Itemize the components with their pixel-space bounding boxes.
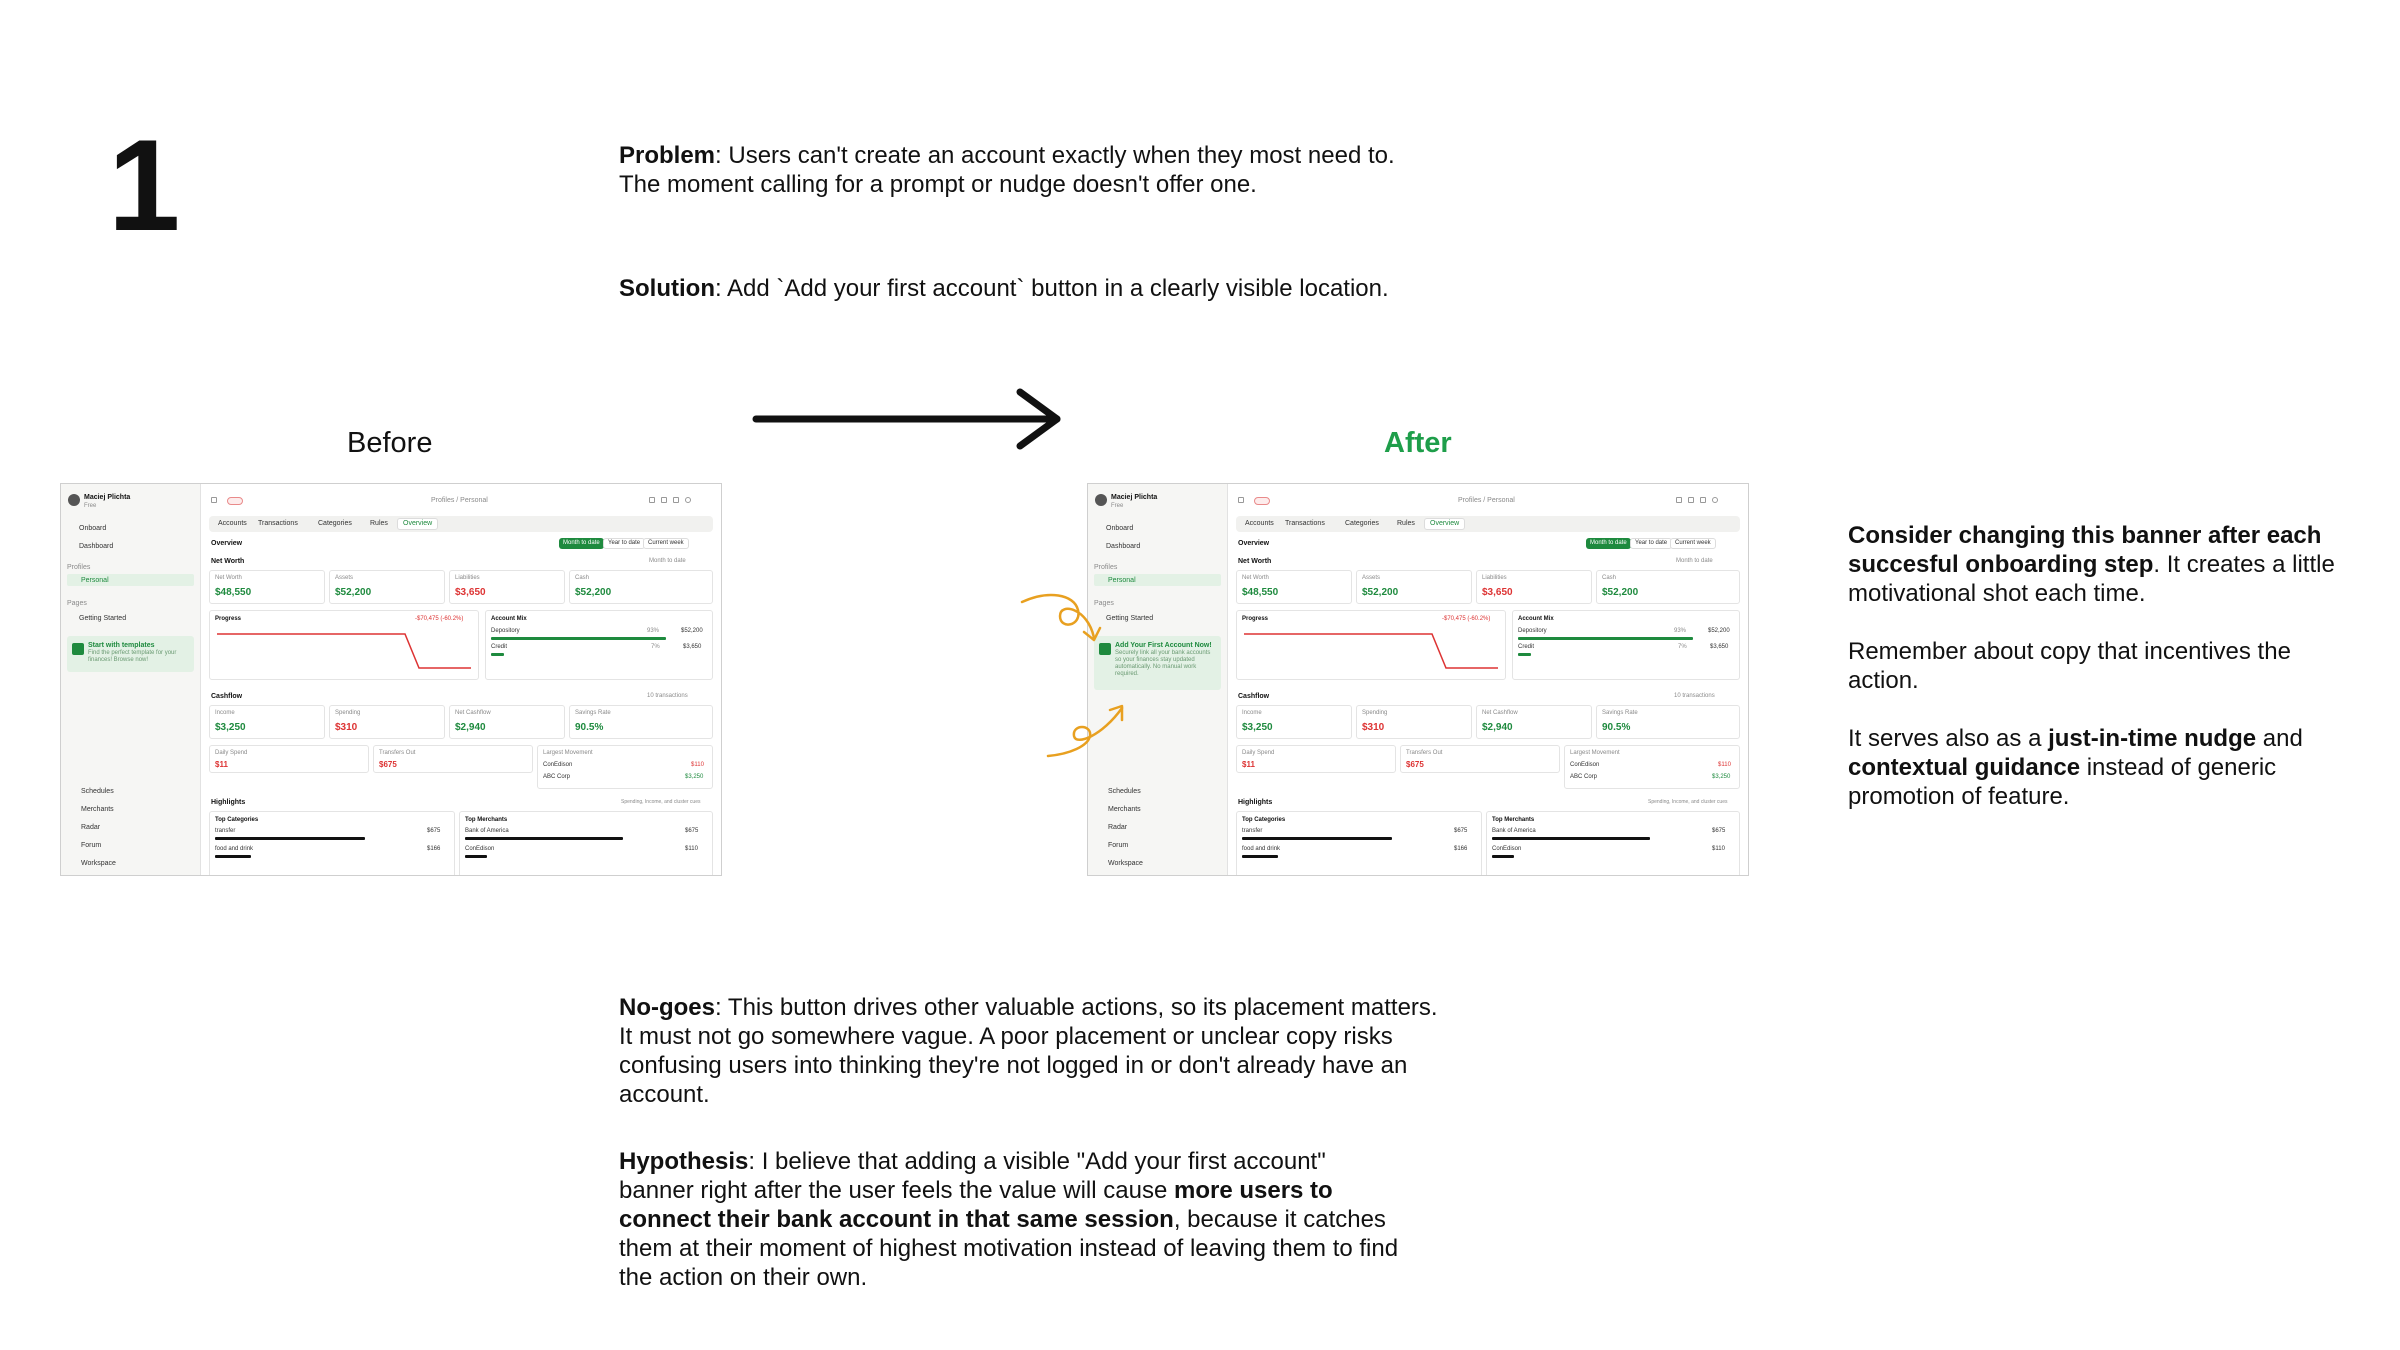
category-bar bbox=[1242, 855, 1278, 858]
mix-value: $3,650 bbox=[1710, 644, 1729, 650]
card-value: $3,650 bbox=[455, 587, 486, 598]
nogoes-label: No-goes bbox=[619, 994, 715, 1021]
sidebar-item-radar[interactable]: Radar bbox=[1108, 824, 1128, 831]
card-label: Liabilities bbox=[455, 575, 480, 581]
nogoes-text: : This button drives other valuable actions, so its placement matters. It must not go somewhere vague. A poor placement or unclear copy risks confusing users into thinking they're not logged in or don't already have an account. bbox=[619, 994, 1438, 1108]
transfers-out-value: $675 bbox=[379, 760, 397, 769]
nogoes-statement bbox=[619, 993, 1439, 1109]
card-label: Net Worth bbox=[215, 575, 242, 581]
breadcrumb: Profiles / Personal bbox=[431, 497, 488, 504]
hypothesis-label: Hypothesis bbox=[619, 1148, 749, 1175]
cashflow-title: Cashflow bbox=[1238, 693, 1270, 700]
banner-subtitle: Find the perfect template for your finances! Browse now! bbox=[88, 650, 177, 663]
sidebar bbox=[61, 484, 201, 875]
period-month-to-date[interactable]: Month to date bbox=[1586, 538, 1631, 549]
card-value: $48,550 bbox=[215, 587, 252, 598]
category-name: food and drink bbox=[215, 846, 254, 852]
period-month-to-date[interactable]: Month to date bbox=[559, 538, 604, 549]
card-value: $310 bbox=[335, 722, 358, 733]
solution-label: Solution bbox=[619, 275, 715, 302]
category-bar bbox=[1242, 837, 1392, 840]
side-note-3-a: It serves also as a bbox=[1848, 725, 2049, 752]
banner-subtitle: Securely link all your bank accounts so your finances stay updated automatically. No manual work required. bbox=[1115, 650, 1211, 677]
overview-title: Overview bbox=[211, 540, 243, 547]
progress-line bbox=[215, 626, 475, 676]
layout-icon[interactable] bbox=[1688, 497, 1694, 503]
sidebar-toggle-icon[interactable] bbox=[1238, 497, 1244, 503]
mix-pct: 93% bbox=[1674, 628, 1687, 634]
net-worth-title: Net Worth bbox=[211, 558, 245, 565]
hypothesis-text-c: , because it catches them at their moment of highest motivation instead of leaving them to find the action on their own. bbox=[619, 1206, 1399, 1291]
movement-value: $110 bbox=[1718, 762, 1731, 768]
sidebar-item-radar[interactable]: Radar bbox=[81, 824, 101, 831]
net-worth-period: Month to date bbox=[1676, 558, 1713, 564]
merchant-value: $675 bbox=[1712, 828, 1726, 834]
card-value: $3,650 bbox=[1482, 587, 1513, 598]
template-icon bbox=[72, 643, 84, 655]
card-label: Savings Rate bbox=[1602, 710, 1638, 716]
highlights-title: Highlights bbox=[1238, 799, 1273, 806]
top-categories-title: Top Categories bbox=[1242, 817, 1286, 823]
cashflow-count: 10 transactions bbox=[647, 693, 688, 699]
side-note-3 bbox=[1848, 724, 2368, 811]
right-arrow-icon bbox=[752, 384, 1072, 454]
sidebar-item-schedules[interactable]: Schedules bbox=[81, 788, 114, 795]
mix-bar bbox=[1518, 653, 1531, 656]
card-value: $2,940 bbox=[1482, 722, 1513, 733]
side-note-3-b: just-in-time nudge bbox=[2048, 725, 2257, 752]
tab-accounts[interactable]: Accounts bbox=[218, 520, 247, 527]
card-label: Income bbox=[215, 710, 235, 716]
account-mix-title: Account Mix bbox=[491, 616, 527, 622]
progress-line bbox=[1242, 626, 1502, 676]
settings-icon[interactable] bbox=[1676, 497, 1682, 503]
theme-icon[interactable] bbox=[1712, 497, 1718, 503]
side-notes bbox=[1848, 521, 2368, 840]
profiles-label: Profiles bbox=[67, 564, 91, 571]
theme-icon[interactable] bbox=[685, 497, 691, 503]
sidebar-item-dashboard[interactable]: Dashboard bbox=[79, 543, 114, 550]
tab-rules[interactable]: Rules bbox=[1397, 520, 1415, 527]
card-value: $48,550 bbox=[1242, 587, 1279, 598]
card-label: Liabilities bbox=[1482, 575, 1507, 581]
before-caption: Before bbox=[347, 427, 433, 459]
before-screenshot bbox=[60, 483, 722, 876]
card-value: $52,200 bbox=[1362, 587, 1399, 598]
tab-overview[interactable]: Overview bbox=[397, 518, 438, 530]
user-name: Maciej Plichta bbox=[84, 494, 131, 501]
top-merchants-title: Top Merchants bbox=[1492, 817, 1535, 823]
avatar bbox=[1095, 494, 1107, 506]
merchant-name: ConEdison bbox=[465, 846, 495, 852]
period-current-week[interactable]: Current week bbox=[1670, 538, 1716, 549]
category-name: transfer bbox=[215, 828, 236, 834]
category-value: $675 bbox=[1454, 828, 1468, 834]
largest-movement-label: Largest Movement bbox=[543, 750, 593, 756]
card-value: $52,200 bbox=[335, 587, 372, 598]
mix-label: Credit bbox=[491, 644, 508, 650]
daily-spend-label: Daily Spend bbox=[1242, 750, 1275, 756]
card-value: $2,940 bbox=[455, 722, 486, 733]
movement-value: $3,250 bbox=[1712, 774, 1731, 780]
card-label: Savings Rate bbox=[575, 710, 611, 716]
sidebar-item-merchants[interactable]: Merchants bbox=[1108, 806, 1141, 813]
card-label: Spending bbox=[335, 710, 361, 716]
solution-text: : Add `Add your first account` button in a clearly visible location. bbox=[714, 275, 1389, 302]
merchant-bar bbox=[1492, 855, 1514, 858]
sidebar-toggle-icon[interactable] bbox=[211, 497, 217, 503]
merchant-bar bbox=[465, 837, 623, 840]
largest-movement-label: Largest Movement bbox=[1570, 750, 1620, 756]
progress-title: Progress bbox=[1242, 616, 1269, 622]
account-mix-title: Account Mix bbox=[1518, 616, 1554, 622]
sidebar-item-dashboard[interactable]: Dashboard bbox=[1106, 543, 1141, 550]
category-name: transfer bbox=[1242, 828, 1263, 834]
problem-text: : Users can't create an account exactly when they most need to. The moment calling for a prompt or nudge doesn't offer one. bbox=[619, 142, 1395, 198]
hypothesis-text-b: more users to connect their bank account in that same session bbox=[619, 1177, 1333, 1233]
progress-delta: -$70,475 (-60.2%) bbox=[1442, 616, 1491, 622]
user-plan: Free bbox=[84, 503, 97, 509]
tab-transactions[interactable]: Transactions bbox=[1285, 520, 1325, 527]
sidebar-item-forum[interactable]: Forum bbox=[1108, 842, 1129, 849]
side-note-3-c: and bbox=[2256, 725, 2303, 752]
daily-spend-value: $11 bbox=[1242, 760, 1255, 769]
breadcrumb: Profiles / Personal bbox=[1458, 497, 1515, 504]
problem-statement bbox=[619, 141, 1419, 199]
sidebar-item-merchants[interactable]: Merchants bbox=[81, 806, 114, 813]
pages-label: Pages bbox=[67, 600, 87, 607]
tab-transactions[interactable]: Transactions bbox=[258, 520, 298, 527]
card-value: 90.5% bbox=[575, 722, 604, 733]
card-label: Assets bbox=[1362, 575, 1381, 581]
net-worth-period: Month to date bbox=[649, 558, 686, 564]
top-categories-title: Top Categories bbox=[215, 817, 259, 823]
after-caption: After bbox=[1384, 427, 1452, 459]
side-note-3-e: instead of generic promotion of feature. bbox=[1848, 754, 2277, 810]
templates-banner[interactable] bbox=[67, 636, 194, 672]
settings-icon[interactable] bbox=[649, 497, 655, 503]
tab-overview[interactable]: Overview bbox=[1424, 518, 1465, 530]
mix-pct: 7% bbox=[651, 644, 660, 650]
hand-drawn-arrows-icon bbox=[1018, 586, 1138, 766]
daily-spend-value: $11 bbox=[215, 760, 228, 769]
daily-spend-label: Daily Spend bbox=[215, 750, 248, 756]
user-name: Maciej Plichta bbox=[1111, 494, 1158, 501]
mix-pct: 93% bbox=[647, 628, 660, 634]
merchant-value: $110 bbox=[1712, 846, 1725, 852]
period-year-to-date[interactable]: Year to date bbox=[603, 538, 645, 549]
user-plan: Free bbox=[1111, 503, 1124, 509]
category-bar bbox=[215, 855, 251, 858]
movement-name: ConEdison bbox=[543, 762, 573, 768]
period-year-to-date[interactable]: Year to date bbox=[1630, 538, 1672, 549]
card-label: Assets bbox=[335, 575, 354, 581]
highlights-subtitle: Spending, Income, and cluster cues bbox=[621, 799, 701, 805]
hypothesis-text-a: : I believe that adding a visible "Add your first account" banner right after the user feels the value will cause bbox=[619, 1148, 1326, 1204]
movement-name: ConEdison bbox=[1570, 762, 1600, 768]
layout-icon[interactable] bbox=[661, 497, 667, 503]
banner-title: Start with templates bbox=[88, 642, 155, 649]
profile-item-label: Personal bbox=[1108, 577, 1136, 584]
mix-value: $52,200 bbox=[681, 628, 703, 634]
transfers-out-label: Transfers Out bbox=[1406, 750, 1443, 756]
status-badge bbox=[227, 497, 243, 505]
main-content bbox=[201, 484, 721, 875]
sidebar-item-getting-started[interactable]: Getting Started bbox=[79, 615, 127, 622]
card-value: $3,250 bbox=[1242, 722, 1273, 733]
mix-label: Depository bbox=[1518, 628, 1547, 634]
tab-rules[interactable]: Rules bbox=[370, 520, 388, 527]
card-label: Spending bbox=[1362, 710, 1388, 716]
movement-value: $3,250 bbox=[685, 774, 704, 780]
pages-label: Pages bbox=[1094, 600, 1114, 607]
merchant-value: $675 bbox=[685, 828, 699, 834]
cashflow-count: 10 transactions bbox=[1674, 693, 1715, 699]
highlights-subtitle: Spending, Income, and cluster cues bbox=[1648, 799, 1728, 805]
mix-label: Credit bbox=[1518, 644, 1535, 650]
card-label: Cash bbox=[1602, 575, 1617, 581]
movement-name: ABC Corp bbox=[1570, 774, 1598, 780]
category-value: $166 bbox=[1454, 846, 1468, 852]
cashflow-title: Cashflow bbox=[211, 693, 243, 700]
step-number: 1 bbox=[108, 112, 179, 258]
overview-title: Overview bbox=[1238, 540, 1270, 547]
category-name: food and drink bbox=[1242, 846, 1281, 852]
sidebar-item-onboard[interactable]: Onboard bbox=[1106, 525, 1134, 532]
card-label: Net Cashflow bbox=[455, 710, 491, 716]
side-note-1-rest: . It creates a little motivational shot each time. bbox=[1848, 551, 2335, 607]
transfers-out-label: Transfers Out bbox=[379, 750, 416, 756]
card-label: Cash bbox=[575, 575, 590, 581]
main-content bbox=[1228, 484, 1748, 875]
top-merchants-title: Top Merchants bbox=[465, 817, 508, 823]
problem-label: Problem bbox=[619, 142, 716, 169]
net-worth-title: Net Worth bbox=[1238, 558, 1272, 565]
side-note-2: Remember about copy that incentives the action. bbox=[1848, 638, 2291, 694]
merchant-name: Bank of America bbox=[465, 828, 509, 834]
sidebar-item-forum[interactable]: Forum bbox=[81, 842, 102, 849]
card-value: $52,200 bbox=[575, 587, 612, 598]
after-screenshot bbox=[1087, 483, 1749, 876]
profiles-label: Profiles bbox=[1094, 564, 1118, 571]
profile-item-label: Personal bbox=[81, 577, 109, 584]
tab-categories[interactable]: Categories bbox=[1345, 520, 1379, 527]
chat-icon[interactable] bbox=[1700, 497, 1706, 503]
card-value: $310 bbox=[1362, 722, 1385, 733]
category-value: $675 bbox=[427, 828, 441, 834]
mix-pct: 7% bbox=[1678, 644, 1687, 650]
sidebar-item-workspace[interactable]: Workspace bbox=[1108, 860, 1143, 867]
mix-label: Depository bbox=[491, 628, 520, 634]
chat-icon[interactable] bbox=[673, 497, 679, 503]
solution-statement bbox=[619, 274, 1519, 303]
sidebar-item-workspace[interactable]: Workspace bbox=[81, 860, 116, 867]
mix-bar bbox=[491, 653, 504, 656]
sidebar-item-getting-started[interactable]: Getting Started bbox=[1106, 615, 1154, 622]
side-note-3-d: contextual guidance bbox=[1848, 754, 2081, 781]
mix-value: $52,200 bbox=[1708, 628, 1730, 634]
merchant-name: ConEdison bbox=[1492, 846, 1522, 852]
card-value: $52,200 bbox=[1602, 587, 1639, 598]
progress-delta: -$70,475 (-60.2%) bbox=[415, 616, 464, 622]
mix-value: $3,650 bbox=[683, 644, 702, 650]
merchant-name: Bank of America bbox=[1492, 828, 1536, 834]
merchant-bar bbox=[465, 855, 487, 858]
card-value: 90.5% bbox=[1602, 722, 1631, 733]
sidebar-item-schedules[interactable]: Schedules bbox=[1108, 788, 1141, 795]
movement-value: $110 bbox=[691, 762, 704, 768]
highlights-title: Highlights bbox=[211, 799, 246, 806]
card-label: Income bbox=[1242, 710, 1262, 716]
tab-categories[interactable]: Categories bbox=[318, 520, 352, 527]
category-value: $166 bbox=[427, 846, 441, 852]
card-value: $3,250 bbox=[215, 722, 246, 733]
tab-accounts[interactable]: Accounts bbox=[1245, 520, 1274, 527]
side-note-1 bbox=[1848, 521, 2368, 608]
avatar bbox=[68, 494, 80, 506]
merchant-value: $110 bbox=[685, 846, 698, 852]
movement-name: ABC Corp bbox=[543, 774, 571, 780]
hypothesis-statement bbox=[619, 1147, 1399, 1292]
period-current-week[interactable]: Current week bbox=[643, 538, 689, 549]
side-note-1-bold: Consider changing this banner after each succesful onboarding step bbox=[1848, 522, 2322, 578]
mix-bar bbox=[491, 637, 666, 640]
transfers-out-value: $675 bbox=[1406, 760, 1424, 769]
status-badge bbox=[1254, 497, 1270, 505]
progress-title: Progress bbox=[215, 616, 242, 622]
sidebar-item-onboard[interactable]: Onboard bbox=[79, 525, 107, 532]
category-bar bbox=[215, 837, 365, 840]
card-label: Net Cashflow bbox=[1482, 710, 1518, 716]
card-label: Net Worth bbox=[1242, 575, 1269, 581]
banner-title: Add Your First Account Now! bbox=[1115, 642, 1212, 649]
mix-bar bbox=[1518, 637, 1693, 640]
merchant-bar bbox=[1492, 837, 1650, 840]
